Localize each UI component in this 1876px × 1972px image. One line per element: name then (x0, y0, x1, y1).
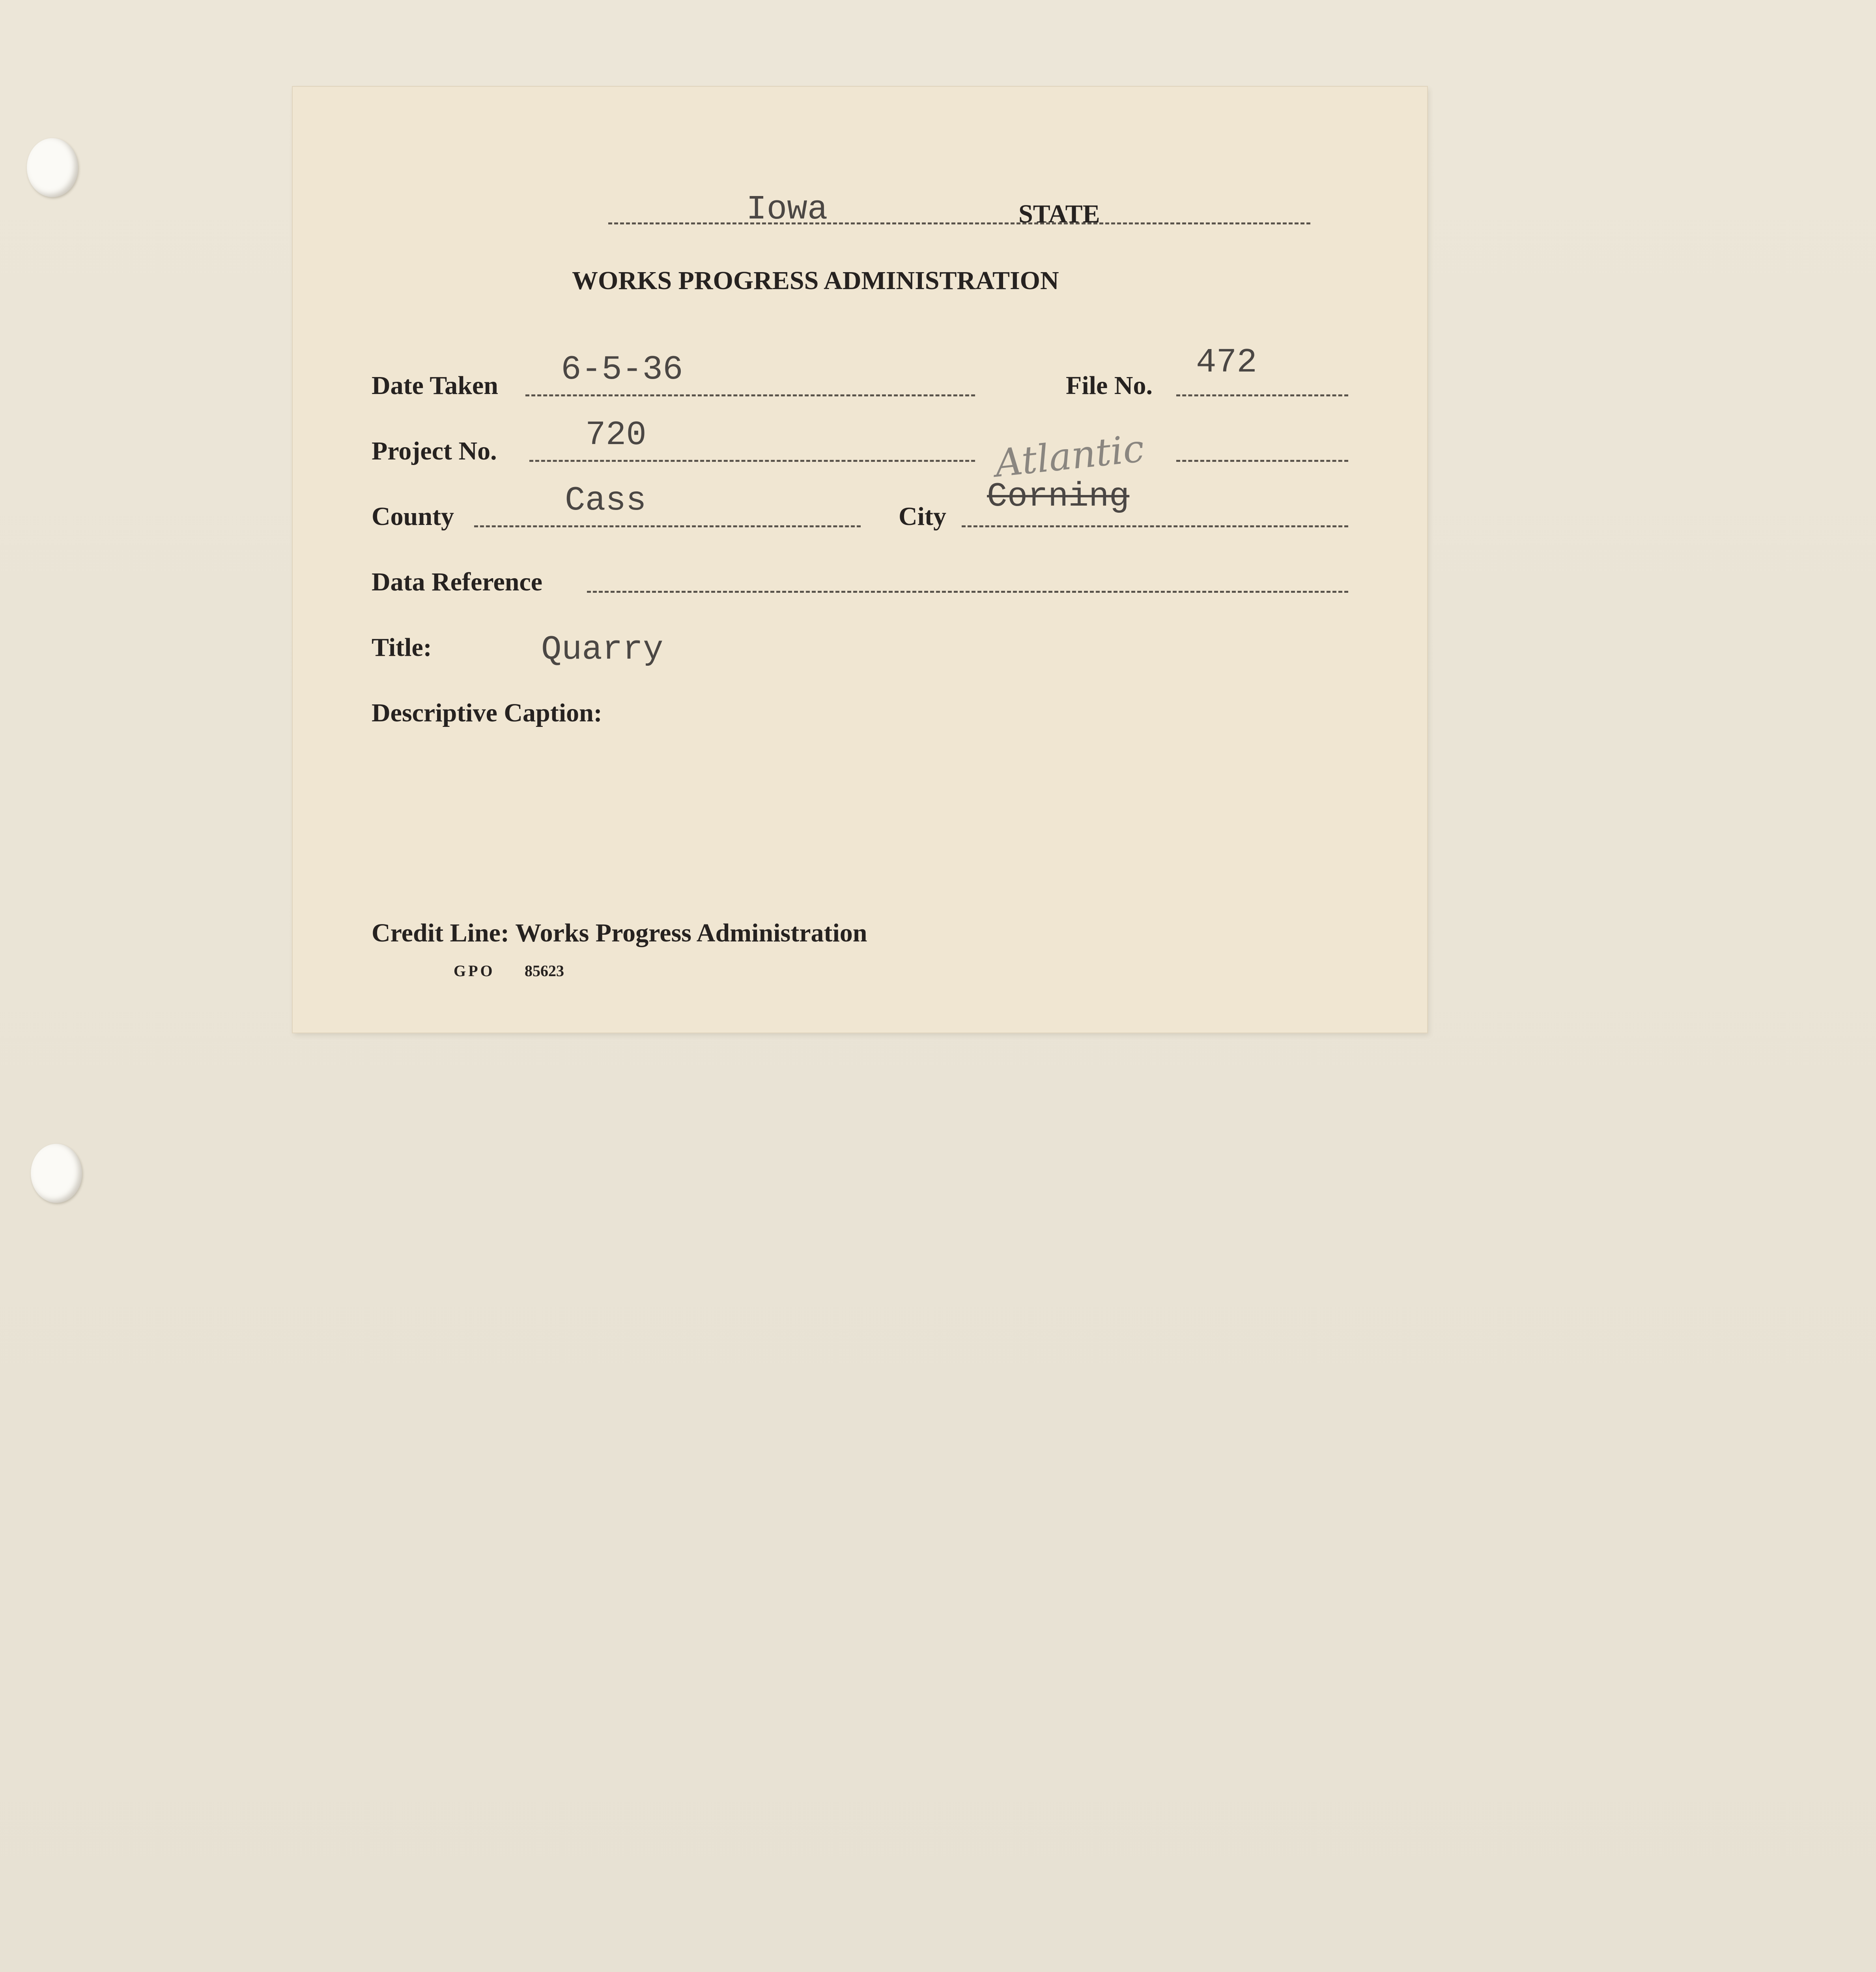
agency-heading: WORKS PROGRESS ADMINISTRATION (572, 266, 1059, 295)
data-reference-blank (587, 591, 1348, 593)
county-blank (474, 525, 861, 527)
file-no-blank (1176, 394, 1348, 396)
city-label: City (899, 502, 946, 531)
state-label: STATE (1018, 200, 1100, 228)
city-value-struck: Corning (987, 477, 1130, 516)
date-taken-value: 6-5-36 (561, 350, 683, 389)
title-label: Title: (372, 633, 432, 662)
city-handwritten-correction: Atlantic (993, 426, 1146, 486)
state-value: Iowa (746, 190, 828, 229)
extra-blank (1176, 460, 1348, 462)
county-value: Cass (565, 481, 647, 520)
descriptive-caption-label: Descriptive Caption: (372, 698, 602, 727)
credit-line: Credit Line: Works Progress Administration (372, 919, 867, 947)
project-no-blank (529, 460, 975, 462)
file-no-label: File No. (1066, 371, 1153, 400)
data-reference-label: Data Reference (372, 568, 543, 596)
wpa-photo-record-card (293, 87, 1427, 1033)
binder-hole-top (27, 138, 78, 197)
title-value: Quarry (541, 630, 663, 669)
project-no-value: 720 (585, 416, 647, 454)
date-taken-blank (525, 394, 975, 396)
file-no-value: 472 (1196, 343, 1257, 382)
city-blank (962, 525, 1348, 527)
printer-number: 85623 (525, 962, 564, 980)
binder-hole-middle (31, 1144, 82, 1203)
date-taken-label: Date Taken (372, 371, 498, 400)
state-blank (608, 222, 1310, 224)
county-label: County (372, 502, 454, 531)
printer-code: GPO (454, 962, 495, 980)
project-no-label: Project No. (372, 437, 497, 465)
